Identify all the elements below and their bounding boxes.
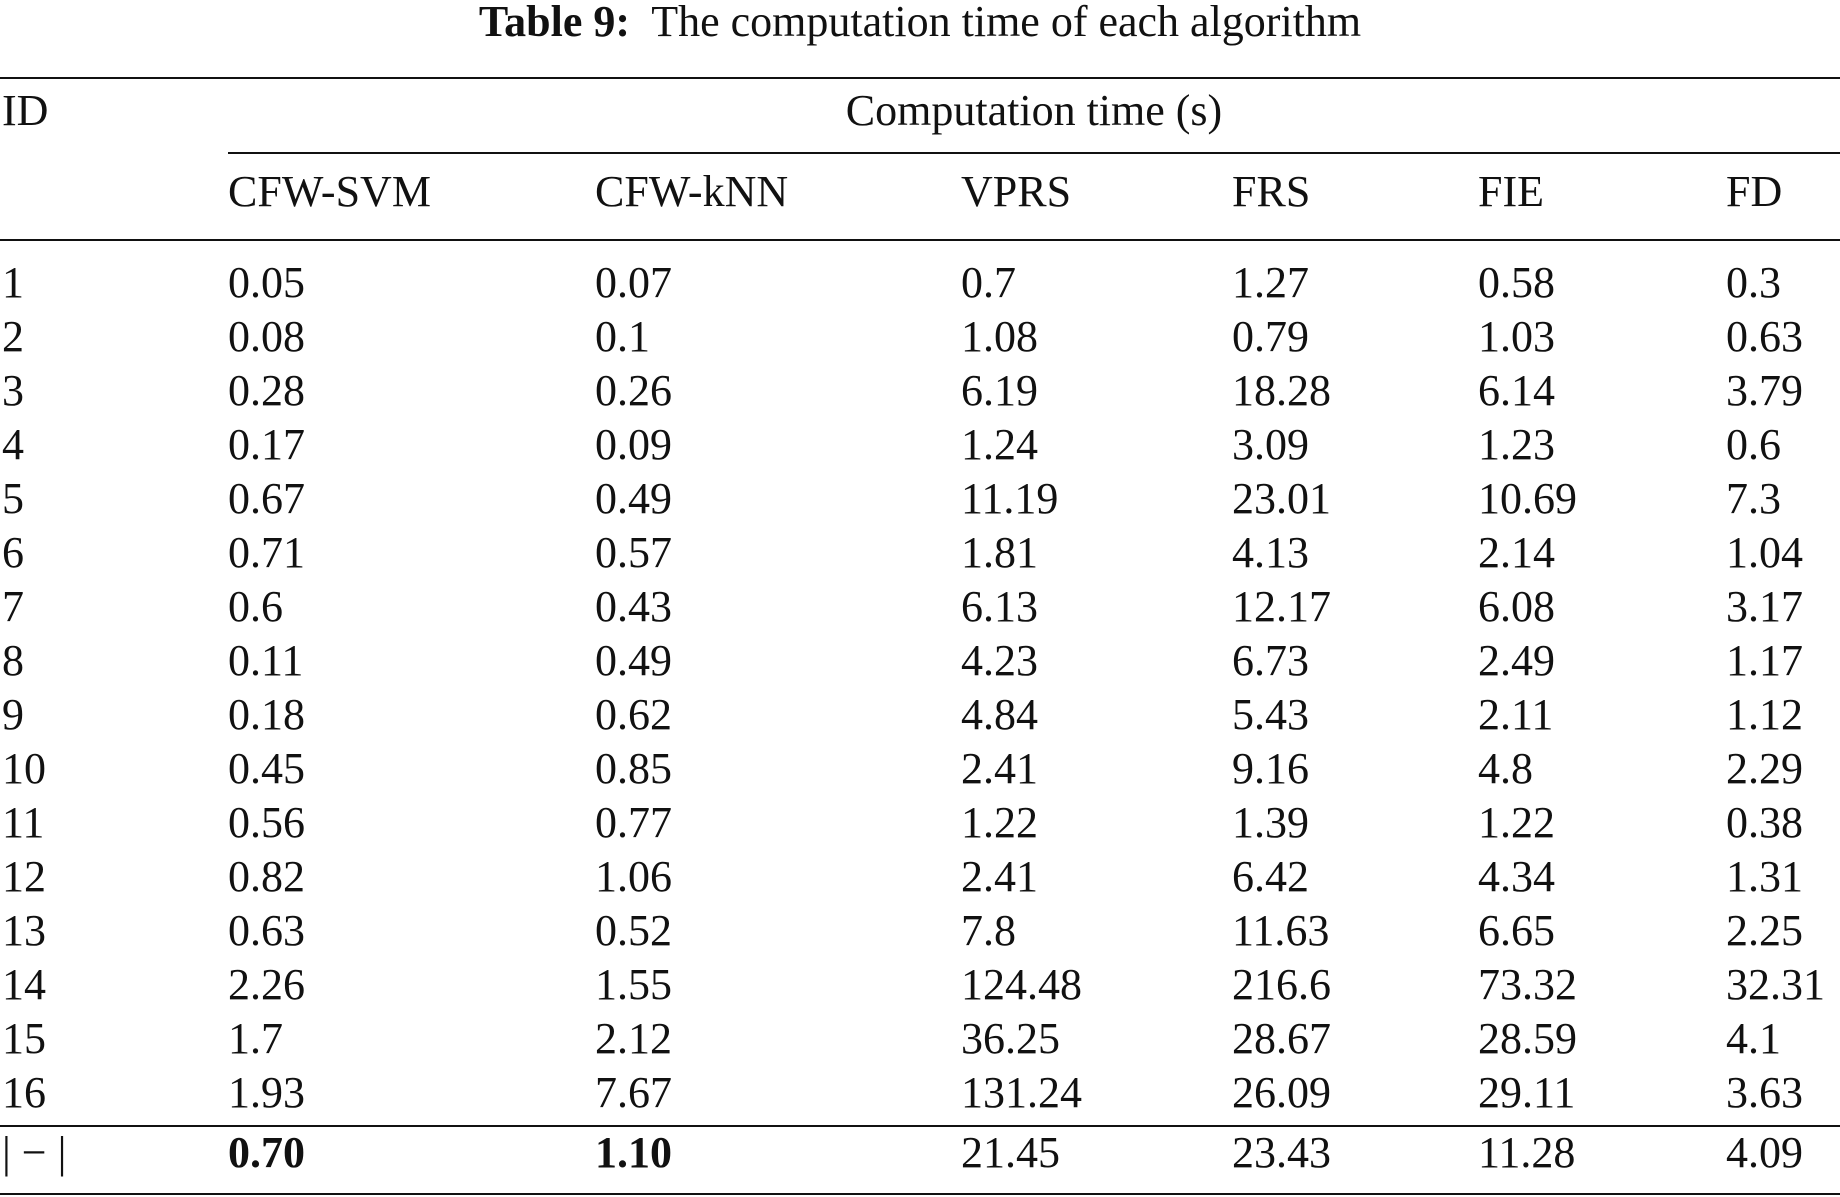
- table-cell: 124.48: [961, 960, 1082, 1009]
- row-id-cell: 10: [2, 744, 46, 793]
- table-cell: 1.08: [961, 312, 1038, 361]
- table-cell: 0.09: [595, 420, 672, 469]
- group-header-rule: [228, 152, 1840, 154]
- table-cell: 9.16: [1232, 744, 1309, 793]
- table-caption-text: The computation time of each algorithm: [651, 0, 1362, 46]
- table-cell: 0.08: [228, 312, 305, 361]
- table-cell: 6.73: [1232, 636, 1309, 685]
- table-cell: 1.12: [1726, 690, 1803, 739]
- table-cell: 1.55: [595, 960, 672, 1009]
- row-id-cell: 1: [2, 258, 24, 307]
- table-cell: 0.6: [228, 582, 283, 631]
- table-cell: 73.32: [1478, 960, 1577, 1009]
- table-cell: 6.42: [1232, 852, 1309, 901]
- table-cell: 0.57: [595, 528, 672, 577]
- table-cell: 3.63: [1726, 1068, 1803, 1117]
- table-cell: 0.45: [228, 744, 305, 793]
- table-cell: 0.3: [1726, 258, 1781, 307]
- table-cell: 12.17: [1232, 582, 1331, 631]
- table-cell: 3.17: [1726, 582, 1803, 631]
- table-cell: 32.31: [1726, 960, 1825, 1009]
- summary-cell: 0.70: [228, 1128, 305, 1177]
- table-cell: 1.24: [961, 420, 1038, 469]
- table-cell: 4.8: [1478, 744, 1533, 793]
- table-cell: 0.62: [595, 690, 672, 739]
- table-cell: 23.01: [1232, 474, 1331, 523]
- column-header: FRS: [1232, 167, 1311, 216]
- table-cell: 26.09: [1232, 1068, 1331, 1117]
- table-cell: 0.52: [595, 906, 672, 955]
- row-id-cell: 3: [2, 366, 24, 415]
- table-cell: 2.41: [961, 852, 1038, 901]
- table-cell: 2.12: [595, 1014, 672, 1063]
- table-cell: 0.71: [228, 528, 305, 577]
- header-bottom-rule: [0, 239, 1840, 241]
- table-cell: 1.93: [228, 1068, 305, 1117]
- table-cell: 2.25: [1726, 906, 1803, 955]
- table-cell: 3.79: [1726, 366, 1803, 415]
- table-cell: 7.3: [1726, 474, 1781, 523]
- table-cell: 1.23: [1478, 420, 1555, 469]
- summary-cell: 21.45: [961, 1128, 1060, 1177]
- bottom-rule: [0, 1193, 1840, 1195]
- table-cell: 6.65: [1478, 906, 1555, 955]
- table-cell: 1.17: [1726, 636, 1803, 685]
- top-rule: [0, 77, 1840, 79]
- table-cell: 0.7: [961, 258, 1016, 307]
- table-cell: 131.24: [961, 1068, 1082, 1117]
- table-cell: 0.43: [595, 582, 672, 631]
- table-cell: 10.69: [1478, 474, 1577, 523]
- table-cell: 18.28: [1232, 366, 1331, 415]
- row-id-cell: 12: [2, 852, 46, 901]
- table-cell: 3.09: [1232, 420, 1309, 469]
- column-header: CFW-SVM: [228, 167, 431, 216]
- table-cell: 0.63: [1726, 312, 1803, 361]
- column-header: FD: [1726, 167, 1783, 216]
- table-cell: 1.31: [1726, 852, 1803, 901]
- summary-cell: 1.10: [595, 1128, 672, 1177]
- table-cell: 1.06: [595, 852, 672, 901]
- row-id-cell: 6: [2, 528, 24, 577]
- table-cell: 5.43: [1232, 690, 1309, 739]
- computation-time-group-header: Computation time (s): [845, 86, 1223, 135]
- summary-cell: 11.28: [1478, 1128, 1576, 1177]
- table-cell: 0.1: [595, 312, 650, 361]
- table-cell: 0.26: [595, 366, 672, 415]
- table-cell: 0.6: [1726, 420, 1781, 469]
- table-cell: 0.85: [595, 744, 672, 793]
- row-id-cell: 16: [2, 1068, 46, 1117]
- table-cell: 0.18: [228, 690, 305, 739]
- table-cell: 4.34: [1478, 852, 1555, 901]
- summary-label-cell: | − |: [2, 1128, 67, 1177]
- table-cell: 2.14: [1478, 528, 1555, 577]
- row-id-cell: 2: [2, 312, 24, 361]
- table-cell: 6.08: [1478, 582, 1555, 631]
- table-cell: 36.25: [961, 1014, 1060, 1063]
- table-cell: 28.59: [1478, 1014, 1577, 1063]
- table-caption-label: Table 9:: [478, 0, 631, 46]
- summary-cell: 4.09: [1726, 1128, 1803, 1177]
- table-caption: [0, 0, 1840, 44]
- table-cell: 0.49: [595, 474, 672, 523]
- table-cell: 0.56: [228, 798, 305, 847]
- table-cell: 1.22: [1478, 798, 1555, 847]
- table-cell: 6.14: [1478, 366, 1555, 415]
- table-cell: 0.17: [228, 420, 305, 469]
- table-cell: 2.49: [1478, 636, 1555, 685]
- summary-cell: 23.43: [1232, 1128, 1331, 1177]
- table-cell: 0.63: [228, 906, 305, 955]
- row-id-cell: 13: [2, 906, 46, 955]
- column-header: FIE: [1478, 167, 1544, 216]
- table-cell: 0.77: [595, 798, 672, 847]
- row-id-cell: 7: [2, 582, 24, 631]
- table-cell: 1.39: [1232, 798, 1309, 847]
- table-cell: 0.79: [1232, 312, 1309, 361]
- row-id-cell: 9: [2, 690, 24, 739]
- table-cell: 28.67: [1232, 1014, 1331, 1063]
- table-cell: 11.63: [1232, 906, 1330, 955]
- table-cell: 2.11: [1478, 690, 1554, 739]
- table-cell: 0.49: [595, 636, 672, 685]
- table-cell: 0.58: [1478, 258, 1555, 307]
- table-cell: 7.8: [961, 906, 1016, 955]
- table-cell: 0.11: [228, 636, 304, 685]
- table-cell: 1.22: [961, 798, 1038, 847]
- table-cell: 0.82: [228, 852, 305, 901]
- table-cell: 7.67: [595, 1068, 672, 1117]
- table-cell: 1.81: [961, 528, 1038, 577]
- column-header: CFW-kNN: [595, 167, 789, 216]
- table-cell: 4.23: [961, 636, 1038, 685]
- table-cell: 2.29: [1726, 744, 1803, 793]
- row-id-cell: 5: [2, 474, 24, 523]
- row-id-cell: 8: [2, 636, 24, 685]
- table-cell: 1.27: [1232, 258, 1309, 307]
- table-cell: 1.03: [1478, 312, 1555, 361]
- table-cell: 1.7: [228, 1014, 283, 1063]
- table-cell: 6.13: [961, 582, 1038, 631]
- id-column-header: ID: [2, 86, 49, 135]
- row-id-cell: 11: [2, 798, 45, 847]
- table-cell: 11.19: [961, 474, 1059, 523]
- table-cell: 0.28: [228, 366, 305, 415]
- table-cell: 29.11: [1478, 1068, 1576, 1117]
- table-cell: 0.67: [228, 474, 305, 523]
- column-header: VPRS: [961, 167, 1072, 216]
- table-cell: 0.07: [595, 258, 672, 307]
- table-cell: 6.19: [961, 366, 1038, 415]
- table-cell: 216.6: [1232, 960, 1331, 1009]
- table-cell: 0.05: [228, 258, 305, 307]
- row-id-cell: 15: [2, 1014, 46, 1063]
- row-id-cell: 14: [2, 960, 46, 1009]
- row-id-cell: 4: [2, 420, 24, 469]
- table-cell: 2.26: [228, 960, 305, 1009]
- table-cell: 1.04: [1726, 528, 1803, 577]
- table-cell: 0.38: [1726, 798, 1803, 847]
- table-cell: 4.1: [1726, 1014, 1781, 1063]
- table-cell: 2.41: [961, 744, 1038, 793]
- table-cell: 4.13: [1232, 528, 1309, 577]
- table-cell: 4.84: [961, 690, 1038, 739]
